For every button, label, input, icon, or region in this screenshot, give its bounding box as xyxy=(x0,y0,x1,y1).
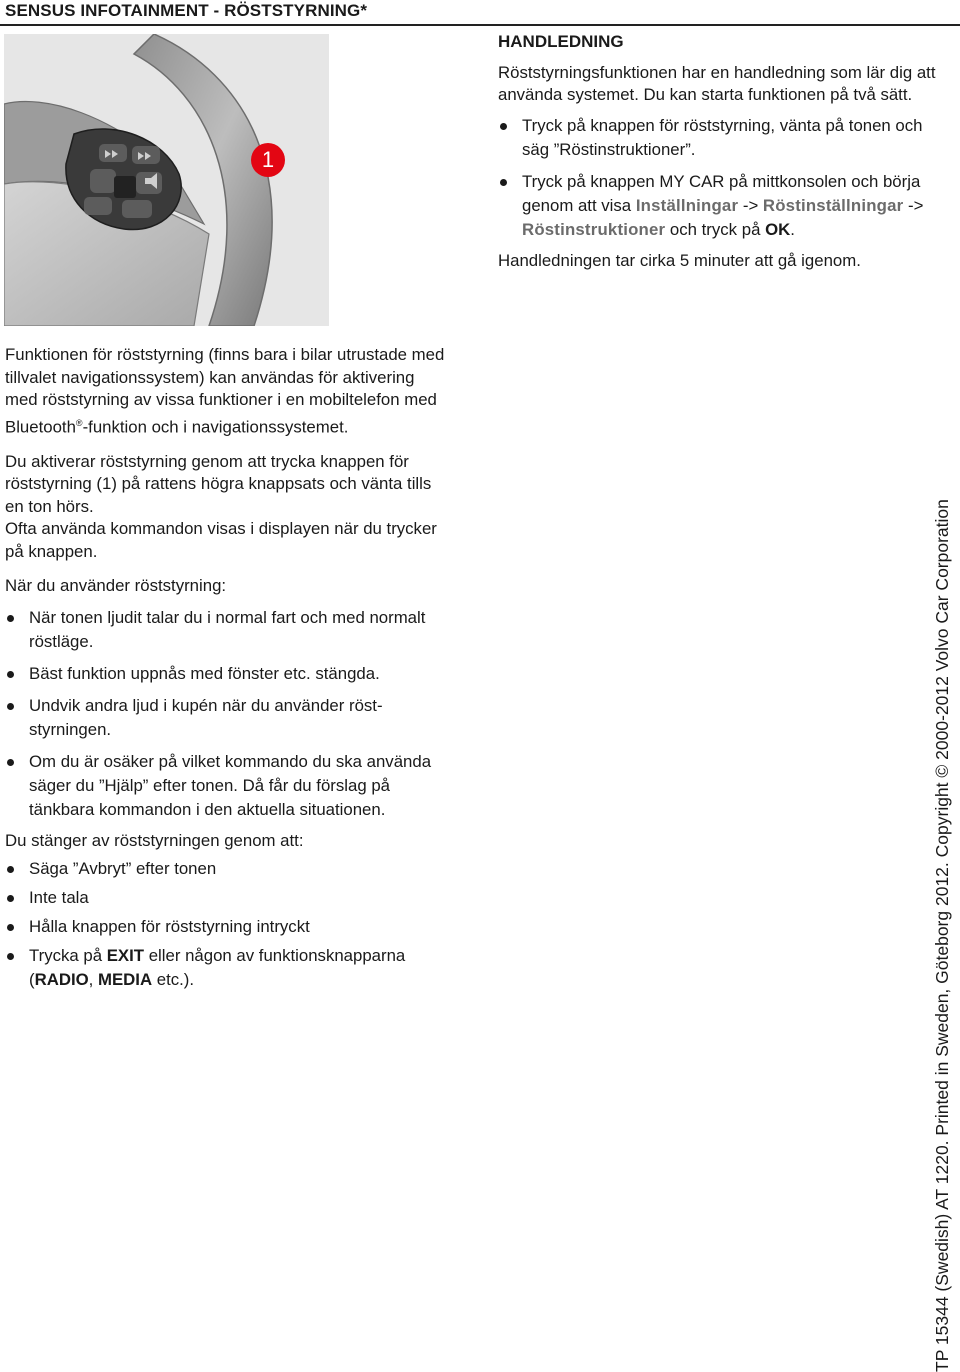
text: Funktionen för röststyrning (finns bara i bilar utrustade med tillvalet navigationssystem) kan användas för aktivering med röststyrning av vissa funktioner i en mobiltelefon med Bluetooth xyxy=(5,345,445,437)
paragraph: Du stänger av röststyrningen genom att: xyxy=(5,830,304,850)
list-item xyxy=(498,170,938,242)
text: etc.). xyxy=(152,970,195,990)
tutorial-steps xyxy=(498,114,938,242)
outro-paragraph: Handledningen tar cirka 5 minuter att gå igenom. xyxy=(498,251,861,270)
text: -funktion och i navigationssystemet. xyxy=(82,417,349,437)
callout-marker-1: 1 xyxy=(251,143,285,177)
list-item: Säga ”Avbryt” efter tonen xyxy=(5,857,450,881)
text: eller någon av funktionsknapparna ( xyxy=(29,946,406,990)
paragraph: Ofta använda kommandon visas i displayen när du trycker på knappen. xyxy=(5,519,437,561)
voice-control-section xyxy=(5,344,450,997)
list-item: Bäst funktion uppnås med fönster etc. stängda. xyxy=(5,662,450,686)
section-heading: HANDLEDNING xyxy=(498,32,624,51)
menu-path-voice-settings: Röstinställningar xyxy=(762,196,904,215)
text: Trycka på xyxy=(29,946,107,966)
menu-path-voice-tutorial: Röstinstruktioner xyxy=(522,220,666,239)
radio-key-label: RADIO xyxy=(34,970,89,990)
media-key-label: MEDIA xyxy=(98,970,153,990)
stop-methods-list xyxy=(5,857,450,992)
menu-path-settings: Inställningar xyxy=(635,196,739,215)
list-item: Tryck på knappen för röststyrning, vänta på tonen och säg ”Röstinstruktioner”. xyxy=(498,114,938,162)
tutorial-section xyxy=(498,32,938,272)
intro-paragraph: Röststyrningsfunktionen har en handledning som lär dig att använda systemet. Du kan starta funktionen på två sätt. xyxy=(498,63,936,104)
ok-key-label: OK xyxy=(765,220,791,239)
list-item: Om du är osäker på vilket kommando du ska använda säger du ”Hjälp” efter tonen. Då får du förslag på tänkbara kommandon i den aktuella situationen. xyxy=(5,750,450,822)
registered-mark: ® xyxy=(75,417,83,428)
print-copyright-notice: TP 15344 (Swedish) AT 1220. Printed in Sweden, Göteborg 2012. Copyright © 2000-2012 Volvo Car Corporation xyxy=(932,499,952,1372)
path-separator: -> xyxy=(738,196,763,215)
list-item: Undvik andra ljud i kupén när du använder röststyrningen. xyxy=(5,694,450,742)
exit-key-label: EXIT xyxy=(106,946,145,966)
page-title: SENSUS INFOTAINMENT - RÖSTSTYRNING* xyxy=(5,1,368,20)
paragraph xyxy=(5,344,450,439)
list-item: Inte tala xyxy=(5,886,450,910)
list-item: När tonen ljudit talar du i normal fart och med normalt röstläge. xyxy=(5,606,450,654)
list-item xyxy=(5,944,450,992)
usage-tips-list xyxy=(5,606,450,822)
paragraph: Du aktiverar röststyrning genom att trycka knappen för röststyrning (1) på rattens högra knappsats och vänta tills en ton hörs. xyxy=(5,451,432,516)
steering-wheel-drawing xyxy=(4,34,329,326)
paragraph: När du använder röststyrning: xyxy=(5,576,227,596)
list-item: Hålla knappen för röststyrning intryckt xyxy=(5,915,450,939)
text: , xyxy=(88,970,98,990)
path-separator: -> xyxy=(903,196,924,215)
step-text: Tryck på knappen MY CAR på mittkonsolen och börja genom att visa xyxy=(522,172,921,215)
step-text: och tryck på xyxy=(665,220,766,239)
page-header xyxy=(0,0,960,26)
steering-wheel-illustration xyxy=(4,34,329,326)
step-text: . xyxy=(790,220,795,239)
